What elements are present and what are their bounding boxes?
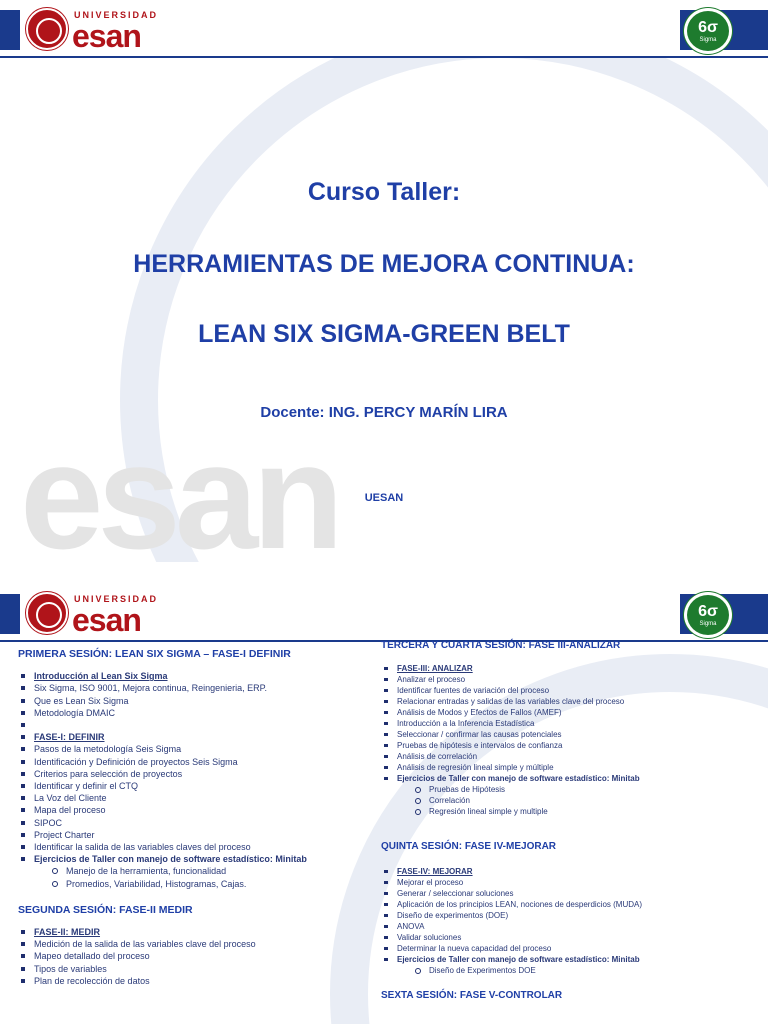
university-seal-icon [26, 592, 68, 634]
sub-list-item: Diseño de Experimentos DOE [381, 965, 761, 976]
session-6-title: SEXTA SESIÓN: FASE V-CONTROLAR [381, 990, 563, 1001]
slide-header [0, 0, 768, 58]
header-divider [0, 56, 768, 58]
list-item: Six Sigma, ISO 9001, Mejora continua, Reingenieria, ERP. [18, 682, 363, 694]
list-item: Diseño de experimentos (DOE) [381, 910, 761, 921]
teacher-name: Docente: ING. PERCY MARÍN LIRA [260, 404, 508, 421]
list-item: Analizar el proceso [381, 674, 761, 685]
sigma-symbol: 6σ [698, 19, 718, 36]
list-item: Project Charter [18, 829, 363, 841]
list-item: SIPOC [18, 817, 363, 829]
list-item-empty [18, 719, 363, 731]
list-item: Identificar y definir el CTQ [18, 780, 363, 792]
list-item: ANOVA [381, 921, 761, 932]
sigma-symbol: 6σ [698, 603, 718, 620]
list-item: Que es Lean Six Sigma [18, 695, 363, 707]
course-title: HERRAMIENTAS DE MEJORA CONTINUA: [133, 250, 635, 278]
session-2-title: SEGUNDA SESIÓN: FASE-II MEDIR [18, 903, 193, 916]
list-item: Pasos de la metodología Seis Sigma [18, 743, 363, 755]
list-item: Identificar fuentes de variación del proceso [381, 685, 761, 696]
list-item: FASE-III: ANALIZAR [381, 663, 761, 674]
list-item: Introducción al Lean Six Sigma [18, 670, 363, 682]
university-seal-icon [26, 8, 68, 50]
sigma-label: Sigma [699, 37, 717, 43]
six-sigma-badge [684, 8, 732, 54]
list-item: Ejercicios de Taller con manejo de software estadístico: Minitab [18, 853, 363, 865]
list-item: Análisis de regresión lineal simple y múltiple [381, 762, 761, 773]
watermark-esan: esan [20, 412, 338, 562]
list-item: FASE-IV: MEJORAR [381, 866, 761, 877]
sub-list-item: Promedios, Variabilidad, Histogramas, Cajas. [18, 878, 363, 890]
syllabus-right-column [381, 640, 761, 1011]
slide-header [0, 584, 768, 642]
course-type: Curso Taller: [307, 178, 461, 206]
list-item: FASE-II: MEDIR [18, 926, 363, 938]
esan-logo [26, 590, 166, 638]
list-item: Identificar la salida de las variables claves del proceso [18, 841, 363, 853]
organization: UESAN [364, 492, 404, 504]
list-item: Criterios para selección de proyectos [18, 768, 363, 780]
syllabus-left-column [18, 648, 363, 987]
logo-university-label: UNIVERSIDAD [74, 594, 159, 604]
logo-wordmark: esan [72, 602, 141, 638]
esan-logo [26, 6, 166, 54]
list-item: Seleccionar / confirmar las causas potenciales [381, 729, 761, 740]
course-subtitle: LEAN SIX SIGMA-GREEN BELT [198, 320, 570, 348]
list-item: Análisis de correlación [381, 751, 761, 762]
list-item: Mejorar el proceso [381, 877, 761, 888]
logo-wordmark: esan [72, 18, 141, 54]
list-item: Generar / seleccionar soluciones [381, 888, 761, 899]
session-3-title: TERCERA Y CUARTA SESIÓN: FASE III-ANALIZAR [381, 640, 621, 651]
logo-university-label: UNIVERSIDAD [74, 10, 159, 20]
header-bar-left [0, 594, 20, 634]
list-item: FASE-I: DEFINIR [18, 731, 363, 743]
list-item: Validar soluciones [381, 932, 761, 943]
list-item: Mapeo detallado del proceso [18, 950, 363, 962]
syllabus-slide [0, 584, 768, 1024]
list-item: Ejercicios de Taller con manejo de software estadístico: Minitab [381, 954, 761, 965]
sigma-label: Sigma [699, 621, 717, 627]
list-item: Ejercicios de Taller con manejo de software estadístico: Minitab [381, 773, 761, 784]
six-sigma-badge [684, 592, 732, 638]
list-item: La Voz del Cliente [18, 792, 363, 804]
session-5-title: QUINTA SESIÓN: FASE IV-MEJORAR [381, 841, 557, 852]
sub-list-item: Correlación [381, 795, 761, 806]
sub-list-item: Manejo de la herramienta, funcionalidad [18, 865, 363, 877]
list-item: Tipos de variables [18, 963, 363, 975]
list-item: Pruebas de hipótesis e intervalos de confianza [381, 740, 761, 751]
list-item: Medición de la salida de las variables clave del proceso [18, 938, 363, 950]
list-item: Introducción a la Inferencia Estadística [381, 718, 761, 729]
list-item: Plan de recolección de datos [18, 975, 363, 987]
list-item: Identificación y Definición de proyectos Seis Sigma [18, 756, 363, 768]
list-item: Determinar la nueva capacidad del proceso [381, 943, 761, 954]
header-bar-left [0, 10, 20, 50]
sub-list-item: Pruebas de Hipótesis [381, 784, 761, 795]
list-item: Relacionar entradas y salidas de las variables clave del proceso [381, 696, 761, 707]
list-item: Aplicación de los principios LEAN, nociones de desperdicios (MUDA) [381, 899, 761, 910]
list-item: Análisis de Modos y Efectos de Fallos (AMEF) [381, 707, 761, 718]
session-1-title: PRIMERA SESIÓN: LEAN SIX SIGMA – FASE-I DEFINIR [18, 648, 291, 660]
list-item: Mapa del proceso [18, 804, 363, 816]
list-item: Metodología DMAIC [18, 707, 363, 719]
sub-list-item: Regresión lineal simple y multiple [381, 806, 761, 817]
